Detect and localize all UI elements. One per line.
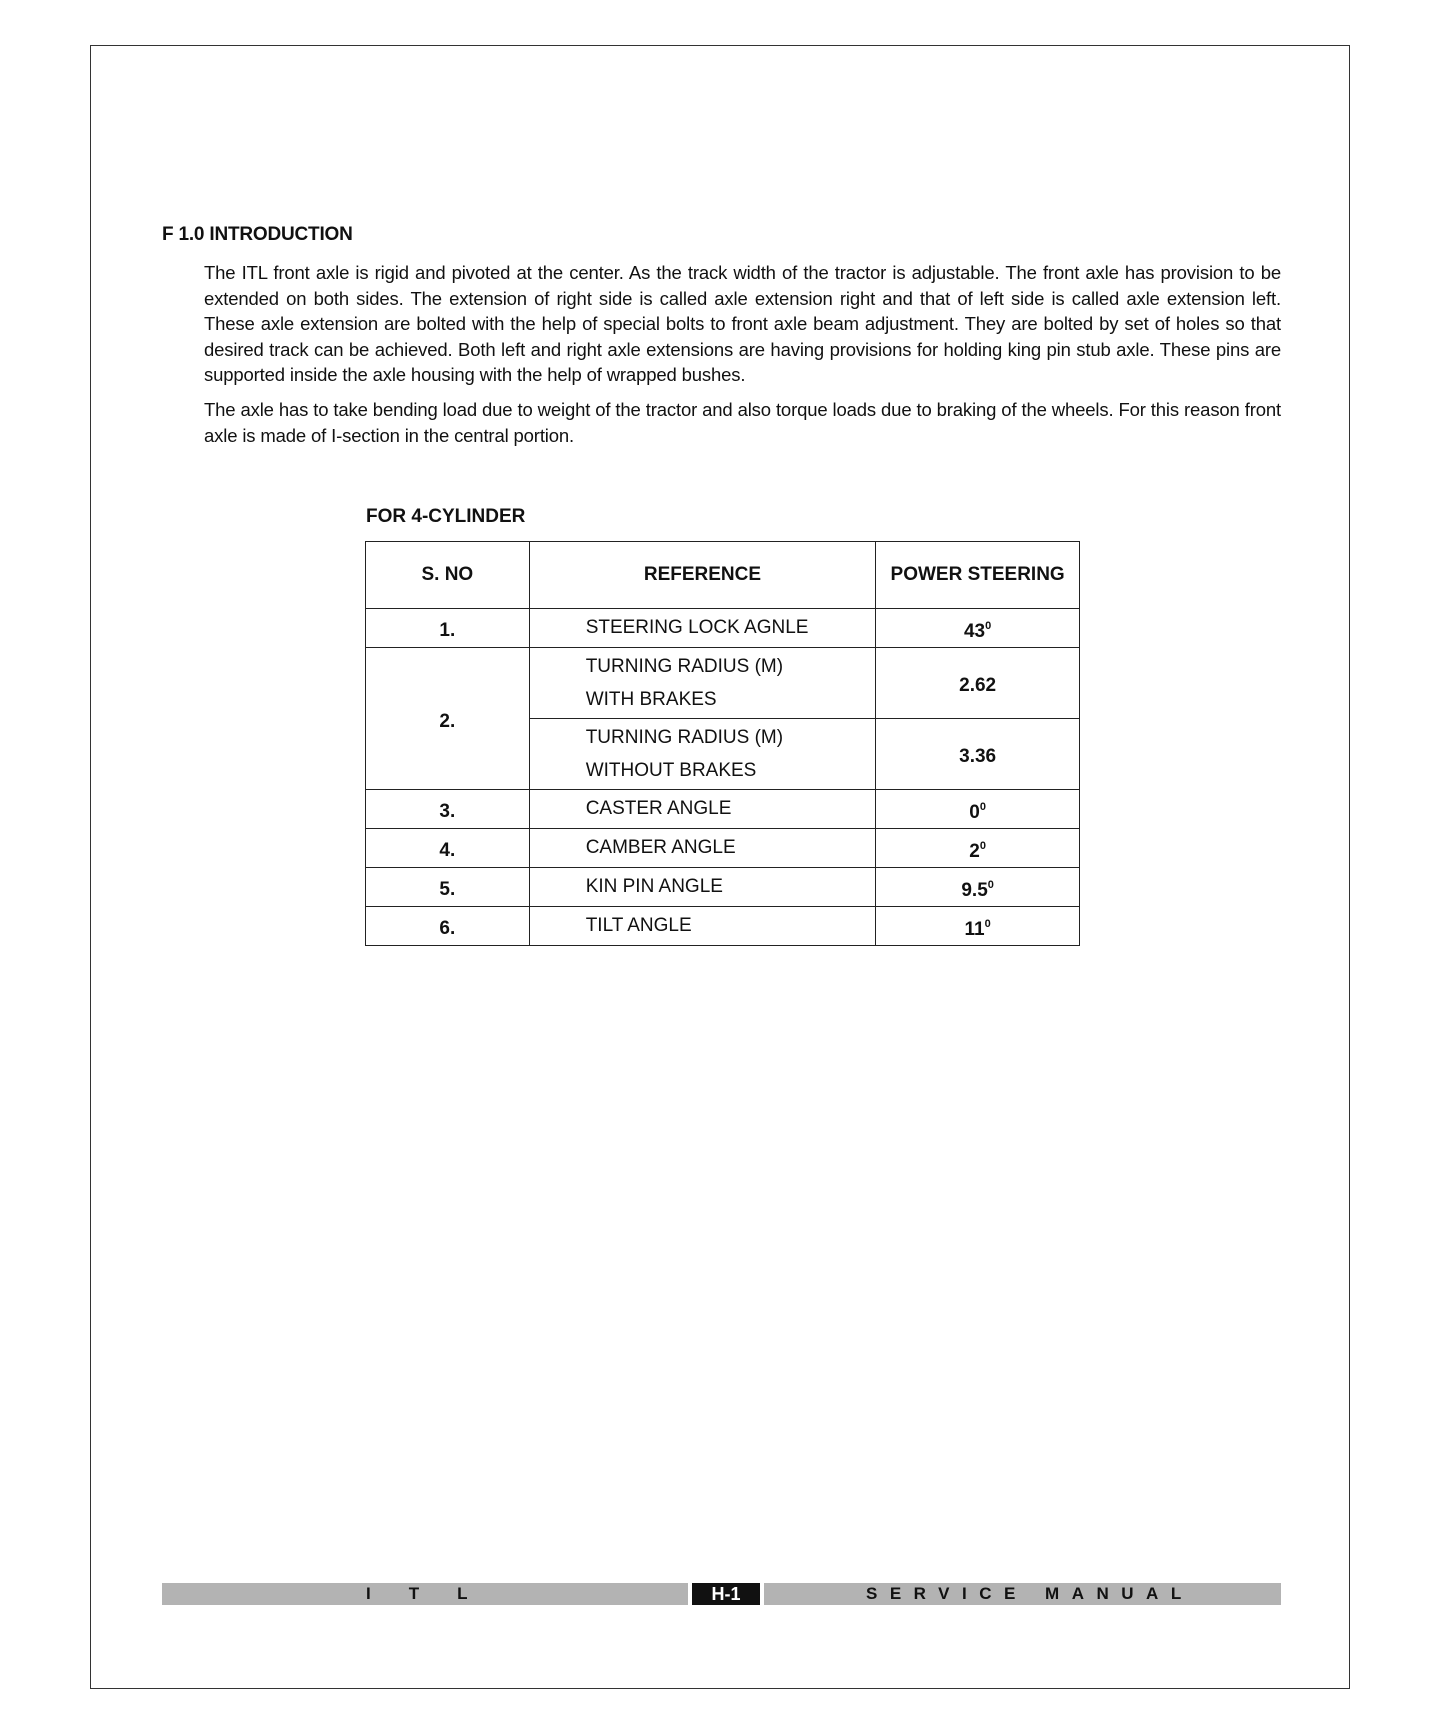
footer-title: SERVICE MANUAL xyxy=(866,1584,1194,1603)
degree-mark: 0 xyxy=(984,917,991,930)
table-row xyxy=(366,829,1080,868)
value-number: 0 xyxy=(969,801,980,823)
section-heading: F 1.0 INTRODUCTION xyxy=(162,224,353,245)
row-reference xyxy=(529,719,876,790)
reference-line: WITH BRAKES xyxy=(585,689,717,710)
table-header-row xyxy=(366,542,1080,609)
spec-table xyxy=(365,541,1080,946)
row-value: 3.36 xyxy=(876,719,1080,790)
table-row xyxy=(366,609,1080,648)
degree-mark: 0 xyxy=(979,800,986,813)
row-sno: 4. xyxy=(366,829,530,868)
table-caption: FOR 4-CYLINDER xyxy=(366,506,526,527)
table-row xyxy=(366,648,1080,719)
row-sno: 6. xyxy=(366,907,530,946)
reference-line: TURNING RADIUS (M) xyxy=(585,656,784,677)
intro-paragraph-2: The axle has to take bending load due to weight of the tractor and also torque loads due to braking of the wheels. For this reason front axle is made of I-section in the central portion. xyxy=(204,399,1281,446)
row-value xyxy=(876,907,1080,946)
row-sno: 3. xyxy=(366,790,530,829)
degree-mark: 0 xyxy=(979,839,986,852)
header-power-steering: POWER STEERING xyxy=(876,542,1080,609)
row-value: 2.62 xyxy=(876,648,1080,719)
value-number: 43 xyxy=(963,620,986,642)
row-reference: TILT ANGLE xyxy=(529,907,876,946)
value-number: 11 xyxy=(964,918,985,940)
row-reference: KIN PIN ANGLE xyxy=(529,868,876,907)
footer-brand: ITL xyxy=(366,1584,506,1603)
row-sno: 5. xyxy=(366,868,530,907)
reference-line: TURNING RADIUS (M) xyxy=(585,727,784,748)
row-value xyxy=(876,829,1080,868)
row-sno: 1. xyxy=(366,609,530,648)
row-value xyxy=(876,609,1080,648)
header-sno: S. NO xyxy=(366,542,530,609)
degree-mark: 0 xyxy=(985,619,992,632)
table-row xyxy=(366,790,1080,829)
footer-page-number: H-1 xyxy=(688,1583,764,1605)
row-value xyxy=(876,868,1080,907)
intro-paragraph-1: The ITL front axle is rigid and pivoted at the center. As the track width of the tractor is adjustable. The front axle has provision to be extended on both sides. The extension of right side is called axle extension right and that of left side is called axle extension left. These axle extension are bolted with the help of special bolts to front axle beam adjustment. They are bolted by set of holes so that desired track can be achieved. Both left and right axle extensions are having provisions for holding king pin stub axle. These pins are supported inside the axle housing with the help of wrapped bushes. xyxy=(204,262,1281,385)
header-reference: REFERENCE xyxy=(529,542,876,609)
reference-line: WITHOUT BRAKES xyxy=(585,760,757,781)
row-reference: STEERING LOCK AGNLE xyxy=(529,609,876,648)
row-reference: CAMBER ANGLE xyxy=(529,829,876,868)
table-row xyxy=(366,907,1080,946)
value-number: 9.5 xyxy=(961,879,988,901)
table-row xyxy=(366,868,1080,907)
value-number: 2 xyxy=(969,840,980,862)
row-reference: CASTER ANGLE xyxy=(529,790,876,829)
degree-mark: 0 xyxy=(987,878,994,891)
row-sno: 2. xyxy=(366,648,530,790)
row-value xyxy=(876,790,1080,829)
row-reference xyxy=(529,648,876,719)
